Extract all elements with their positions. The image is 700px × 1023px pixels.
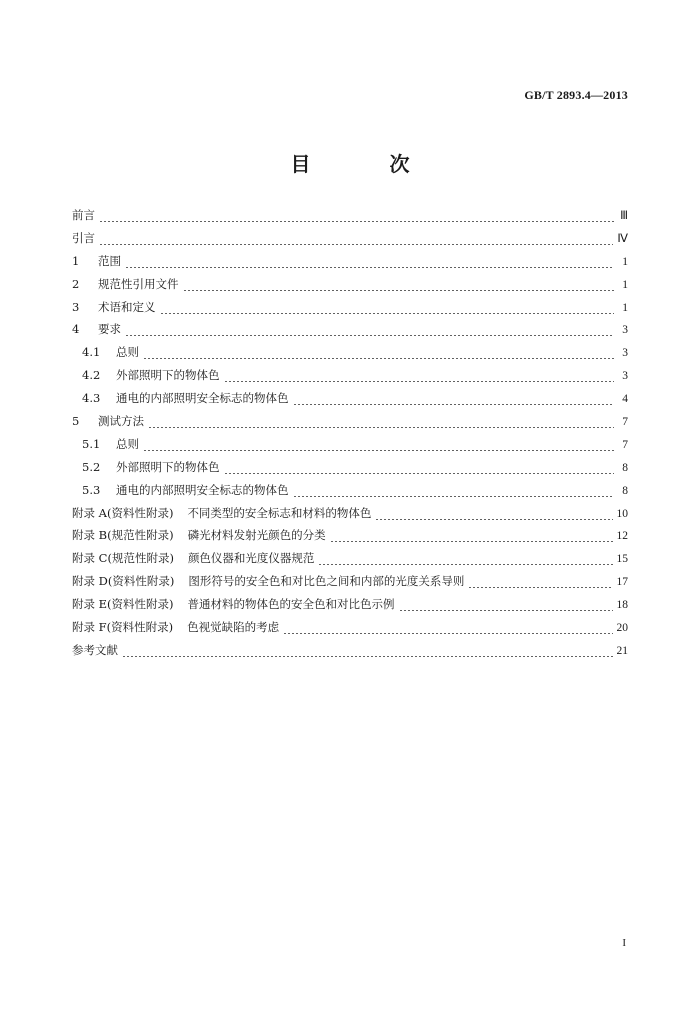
toc-entry-label: 磷光材料发射光颜色的分类 [187,528,326,543]
toc-entry-number: 附录 D(资料性附录) [72,574,175,589]
toc-entry-label: 引言 [72,230,95,245]
toc-entry-page: 3 [622,324,628,337]
toc-entry-page: 1 [622,301,628,314]
toc-entry-label: 测试方法 [98,414,144,429]
toc-entry-page: 8 [622,484,628,497]
dot-leader [293,404,615,405]
toc-entry-label: 要求 [98,322,121,337]
toc-entry-label: 不同类型的安全标志和材料的物体色 [187,505,372,520]
toc-entry-label: 图形符号的安全色和对比色之间和内部的光度关系导则 [188,574,465,589]
dot-leader [283,633,612,634]
dot-leader [122,656,613,657]
page-title: 目 次 [290,152,446,176]
toc-entry-number: 3 [72,299,80,314]
toc-entry-page: 15 [616,553,628,566]
toc-entry[interactable] [72,642,628,665]
toc-entry[interactable] [72,230,628,253]
toc-entry-label: 规范性引用文件 [98,276,179,291]
toc-entry-page: 1 [622,278,628,291]
toc-entry-label: 通电的内部照明安全标志的物体色 [116,391,289,406]
toc-entry-label: 外部照明下的物体色 [116,459,220,474]
dot-leader [148,427,614,428]
toc-entry-page: 12 [616,530,628,543]
toc-entry-number: 4.1 [82,345,101,360]
toc-entry-label: 颜色仪器和光度仪器规范 [187,551,315,566]
toc-entry-page: 4 [622,393,628,406]
toc-entry-number: 5.2 [82,459,101,474]
toc-entry[interactable] [72,413,628,436]
dot-leader [143,358,614,359]
dot-leader [99,244,613,245]
toc-entry-label: 通电的内部照明安全标志的物体色 [116,482,289,497]
toc-entry-label: 总则 [116,436,139,451]
toc-entry-page: Ⅳ [617,232,628,245]
toc-entry-number: 附录 E(资料性附录) [72,597,174,612]
toc-entry-label: 外部照明下的物体色 [116,368,220,383]
toc-entry[interactable] [72,367,628,390]
toc-entry-number: 附录 F(资料性附录) [72,620,174,635]
toc-entry-label: 参考文献 [72,642,118,657]
toc-entry-number: 4 [72,322,80,337]
toc-entry-number: 5.1 [82,436,101,451]
toc-entry[interactable] [72,505,628,528]
dot-leader [293,496,615,497]
toc-entry-page: 7 [622,438,628,451]
toc-entry-number: 4.2 [82,368,101,383]
toc-entry-label: 范围 [98,253,121,268]
toc-entry-page: 10 [616,507,628,520]
toc-entry-page: 17 [616,576,628,589]
toc-entry[interactable] [72,390,628,413]
toc-entry[interactable] [72,619,628,642]
dot-leader [99,221,614,222]
toc-entry[interactable] [72,596,628,619]
dot-leader [468,587,612,588]
toc-entry-number: 附录 C(规范性附录) [72,551,174,566]
dot-leader [224,473,615,474]
dot-leader [399,610,613,611]
toc-entry-page: 7 [622,416,628,429]
dot-leader [160,313,615,314]
toc-entry[interactable] [72,436,628,459]
toc-entry[interactable] [72,527,628,550]
toc-entry-page: 3 [622,347,628,360]
toc-entry[interactable] [72,207,628,230]
toc-entry-number: 附录 B(规范性附录) [72,528,174,543]
dot-leader [143,450,614,451]
toc-entry-page: 20 [616,622,628,635]
table-of-contents [72,207,628,665]
toc-entry-number: 5.3 [82,482,101,497]
toc-entry-number: 附录 A(资料性附录) [72,505,174,520]
toc-entry-page: 8 [622,461,628,474]
toc-entry-page: Ⅲ [620,210,628,222]
dot-leader [125,267,614,268]
toc-entry-number: 4.3 [82,391,101,406]
page-number: I [622,937,626,949]
toc-entry[interactable] [72,253,628,276]
toc-entry-page: 1 [622,255,628,268]
toc-entry-label: 前言 [72,208,95,222]
dot-leader [375,519,612,520]
dot-leader [125,335,614,336]
toc-entry[interactable] [72,344,628,367]
toc-entry[interactable] [72,550,628,573]
dot-leader [318,564,612,565]
toc-entry[interactable] [72,299,628,322]
toc-entry-page: 18 [616,599,628,612]
toc-entry-label: 色视觉缺陷的考虑 [187,620,280,635]
dot-leader [330,541,613,542]
toc-entry[interactable] [72,459,628,482]
toc-entry-label: 普通材料的物体色的安全色和对比色示例 [187,597,395,612]
dot-leader [183,290,615,291]
toc-entry[interactable] [72,276,628,299]
toc-entry[interactable] [72,321,628,344]
toc-entry[interactable] [72,482,628,505]
toc-entry-number: 2 [72,276,80,291]
dot-leader [224,381,615,382]
standard-code: GB/T 2893.4—2013 [524,88,628,102]
toc-entry-number: 5 [72,414,80,429]
toc-entry-page: 21 [616,644,628,657]
toc-entry[interactable] [72,573,628,596]
toc-entry-page: 3 [622,370,628,383]
toc-entry-number: 1 [72,253,80,268]
toc-entry-label: 总则 [116,345,139,360]
toc-entry-label: 术语和定义 [98,299,156,314]
